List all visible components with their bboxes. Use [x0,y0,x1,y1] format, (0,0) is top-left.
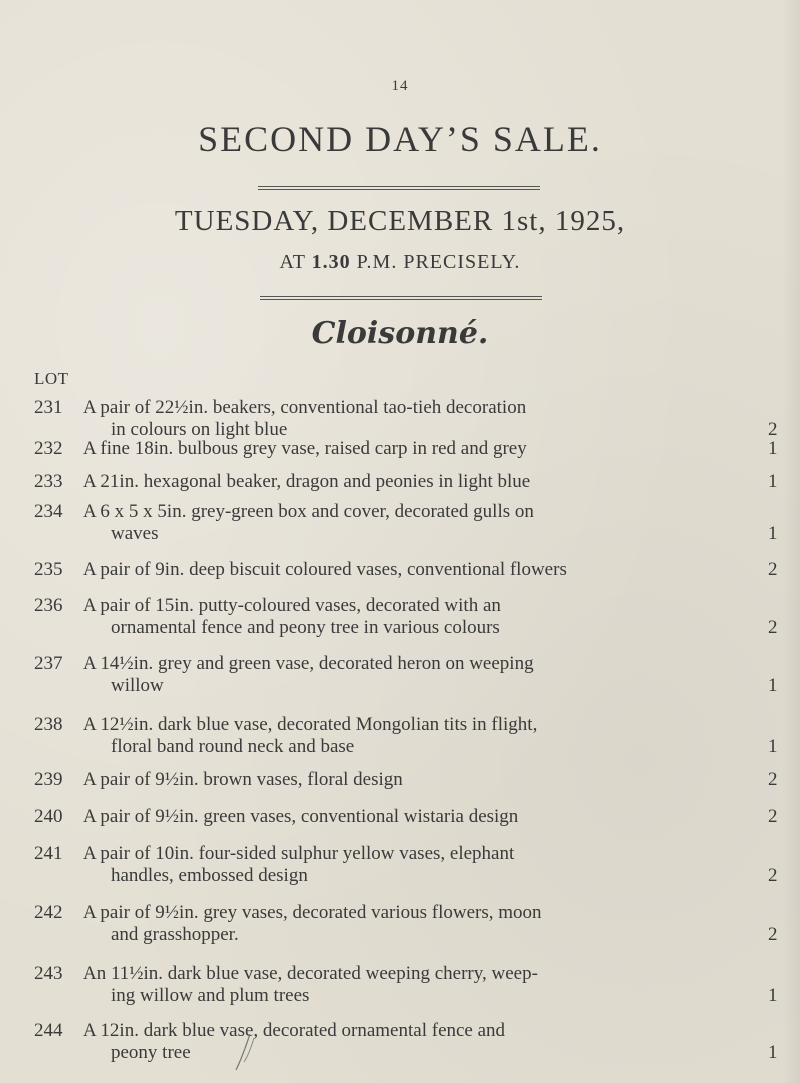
lot-description-line1: A 12½in. dark blue vase, decorated Mongolian tits in flight, [83,714,538,735]
lot-number: 244 [34,1020,63,1041]
lot-number: 240 [34,806,63,827]
page-number: 14 [391,78,409,94]
lot-description-line1: A pair of 22½in. beakers, conventional tao-tieh decoration [83,397,527,418]
pencil-mark-icon [232,1032,262,1072]
lot-description [83,471,768,493]
lot-description [83,438,768,460]
lot-description-line1: A 14½in. grey and green vase, decorated heron on weeping [83,653,534,674]
sale-time [0,251,800,274]
lot-description-line1: A pair of 10in. four-sided sulphur yellow vases, elephant [83,843,515,864]
lot-description [83,559,768,581]
lot-description [83,963,768,1007]
lot-description-line2: ing willow and plum trees [111,985,310,1006]
lot-quantity: 1 [768,1042,778,1063]
lot-description-line1: A pair of 15in. putty-coloured vases, decorated with an [83,595,501,616]
lot-description-line1: A pair of 9½in. green vases, conventional wistaria design [83,806,519,827]
lot-number: 234 [34,501,63,522]
lot-number: 239 [34,769,63,790]
lot-number: 232 [34,438,63,459]
lot-quantity: 2 [768,806,778,827]
lot-quantity: 2 [768,617,778,638]
lot-quantity: 1 [768,985,778,1006]
lot-description [83,1020,768,1064]
lot-quantity: 1 [768,471,778,492]
lot-number: 233 [34,471,63,492]
lot-number: 231 [34,397,63,418]
lot-quantity: 1 [768,736,778,757]
lot-description-line2: and grasshopper. [111,924,239,945]
lot-description [83,595,768,639]
lot-quantity: 2 [768,865,778,886]
lot-number: 242 [34,902,63,923]
lot-number: 241 [34,843,63,864]
lot-quantity: 2 [768,559,778,580]
lot-description [83,843,768,887]
lot-description-line2: peony tree [111,1042,191,1063]
lot-description-line2: handles, embossed design [111,865,308,886]
lot-description-line1: An 11½in. dark blue vase, decorated weeping cherry, weep- [83,963,538,984]
double-rule-bottom [260,296,542,300]
lot-number: 243 [34,963,63,984]
lot-description-line2: floral band round neck and base [111,736,355,757]
lot-description-line2: waves [111,523,159,544]
lot-description-line1: A 12in. dark blue vase, decorated ornamental fence and [83,1020,506,1041]
sale-date: TUESDAY, DECEMBER 1st, 1925, [174,205,626,237]
lot-description-line1: A pair of 9½in. brown vases, floral design [83,769,403,790]
lot-description [83,501,768,545]
lot-quantity: 2 [768,769,778,790]
lot-quantity: 2 [768,924,778,945]
lot-description-line1: A fine 18in. bulbous grey vase, raised carp in red and grey [83,438,527,459]
lot-number: 238 [34,714,63,735]
lot-description [83,397,768,441]
lot-number: 237 [34,653,63,674]
lot-quantity: 1 [768,438,778,459]
lot-quantity: 2 [768,419,778,440]
lot-column-label: LOT [34,369,69,388]
lot-description [83,653,768,697]
time-suffix: P.M. PRECISELY. [356,251,521,273]
lot-description [83,769,768,791]
lot-description-line2: in colours on light blue [111,419,288,440]
time-value: 1.30 [311,251,351,273]
lot-description-line1: A 21in. hexagonal beaker, dragon and peonies in light blue [83,471,531,492]
lot-description-line1: A 6 x 5 x 5in. grey-green box and cover, decorated gulls on [83,501,534,522]
lot-description-line1: A pair of 9in. deep biscuit coloured vases, conventional flowers [83,559,567,580]
lot-description-line1: A pair of 9½in. grey vases, decorated various flowers, moon [83,902,542,923]
lot-description-line2: ornamental fence and peony tree in various colours [111,617,500,638]
sale-title: SECOND DAY’S SALE. [198,119,602,159]
lot-quantity: 1 [768,675,778,696]
lot-description [83,902,768,946]
lot-number: 235 [34,559,63,580]
double-rule-top [258,186,540,190]
section-heading: Cloisonné. [311,316,489,351]
lot-description-line2: willow [111,675,164,696]
lot-quantity: 1 [768,523,778,544]
lot-description [83,806,768,828]
time-prefix: AT [279,251,306,273]
lot-description [83,714,768,758]
lot-number: 236 [34,595,63,616]
